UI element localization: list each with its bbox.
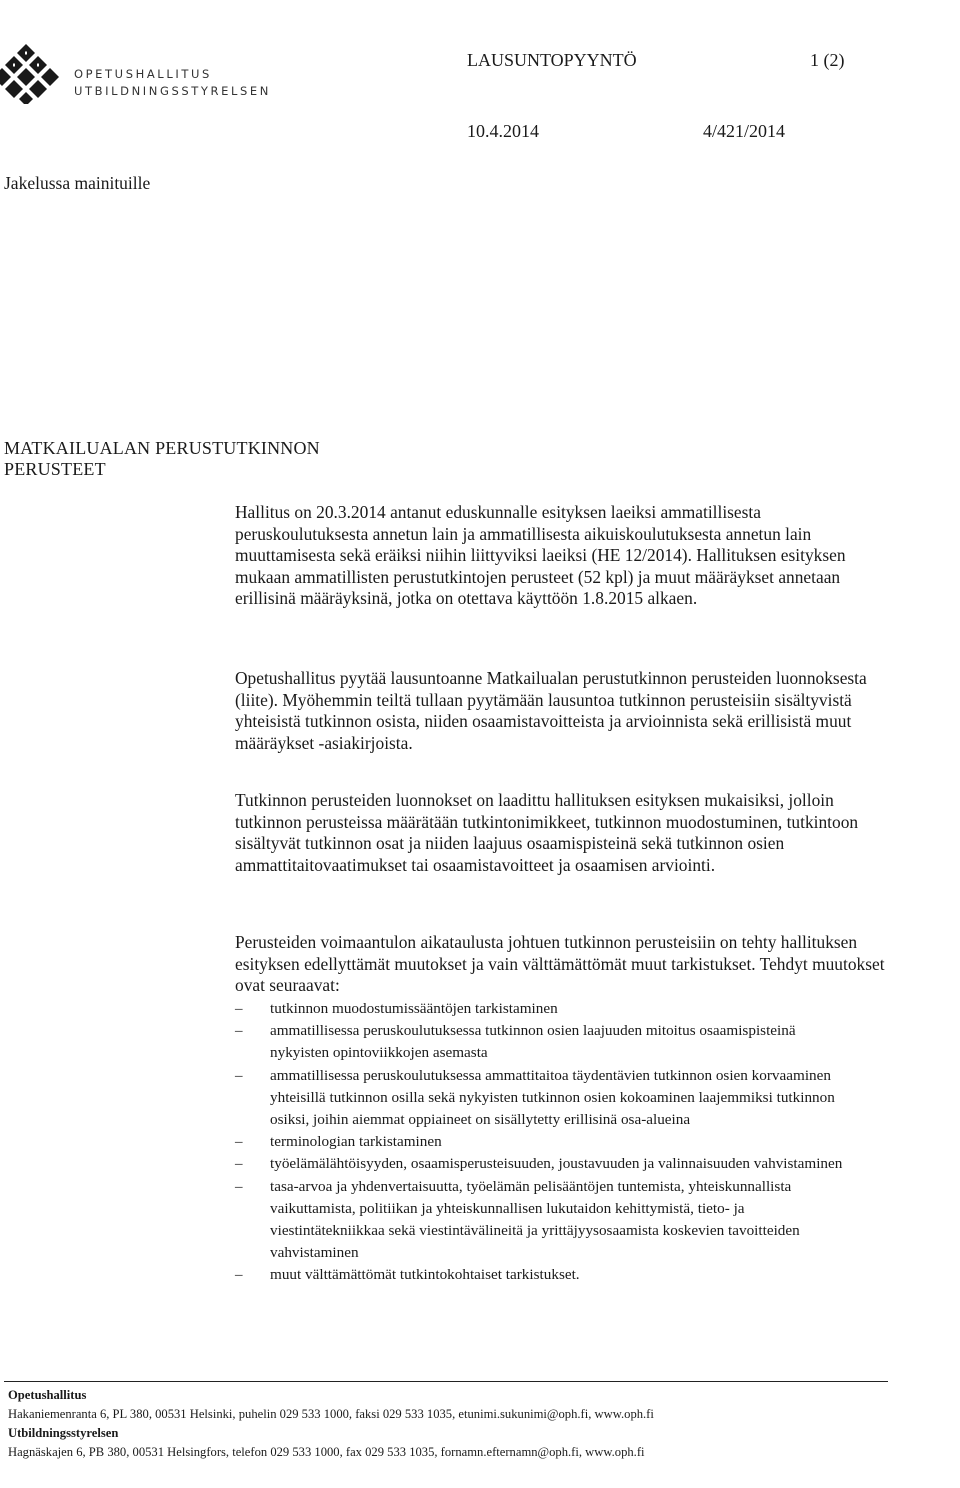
list-item: – terminologian tarkistaminen: [235, 1131, 855, 1153]
document-date: 10.4.2014: [467, 121, 539, 141]
paragraph-3: Tutkinnon perusteiden luonnokset on laadittu hallituksen esityksen mukaisiksi, jolloin tutkinnon perusteissa määrätään tutkintonimikkeet, tutkinnon muodostuminen, tutkintoon sisältyvät tutkinnon osat ja niiden laajuus osaamispisteinä sekä tutkinnon osien ammattitaitovaatimukset tai osaamistavoitteet ja osaamisen arviointi.: [235, 790, 859, 875]
footer-org-sv-address: Hagnäskajen 6, PB 380, 00531 Helsingfors, telefon 029 533 1000, fax 029 533 1035, fornamn.efternamn@oph.fi, www.oph.fi: [8, 1445, 645, 1459]
subject-line-2: PERUSTEET: [4, 459, 106, 479]
subject-title: [4, 438, 320, 480]
footer-org-fi-address: Hakaniemenranta 6, PL 380, 00531 Helsinki, puhelin 029 533 1000, faksi 029 533 1035, etunimi.sukunimi@oph.fi, www.oph.fi: [8, 1407, 654, 1421]
organization-name-sv: UTBILDNINGSSTYRELSEN: [74, 84, 271, 98]
list-item: – muut välttämättömät tutkintokohtaiset tarkistukset.: [235, 1264, 855, 1286]
organization-name-fi: OPETUSHALLITUS: [74, 67, 212, 81]
subject-line-1: MATKAILUALAN PERUSTUTKINNON: [4, 438, 320, 458]
footer: [8, 1386, 654, 1462]
document-type: LAUSUNTOPYYNTÖ: [467, 50, 637, 70]
page-number: 1 (2): [810, 50, 845, 70]
footer-org-fi-name: Opetushallitus: [8, 1388, 87, 1402]
list-item: – työelämälähtöisyyden, osaamisperusteisuuden, joustavuuden ja valinnaisuuden vahvistaminen: [235, 1153, 855, 1175]
changes-list: [235, 998, 855, 1287]
footer-divider: [4, 1381, 888, 1382]
paragraph-4: Perusteiden voimaantulon aikataulusta johtuen tutkinnon perusteisiin on tehty hallituksen esityksen edellyttämät muutokset ja vain välttämättömät muut tarkistukset. Tehdyt muutokset ovat seuraavat:: [235, 932, 885, 996]
footer-org-sv-name: Utbildningsstyrelsen: [8, 1426, 119, 1440]
diamond-grid-logo-icon: [0, 40, 64, 104]
list-item: – tasa-arvoa ja yhdenvertaisuutta, työelämän pelisääntöjen tuntemista, yhteiskunnallista vaikuttamista, politiikan ja yhteiskunnallisen lukutaidon kehittymistä, tieto- ja viestintätekniikkaa sekä viestintävälineitä ja yrittäjyysosaamista koskevien tavoitteiden vahvistaminen: [235, 1176, 855, 1265]
list-item: – tutkinnon muodostumissääntöjen tarkistaminen: [235, 998, 855, 1020]
recipient: Jakelussa mainituille: [4, 173, 151, 193]
paragraph-1: Hallitus on 20.3.2014 antanut eduskunnalle esityksen laeiksi ammatillisesta peruskoulutuksesta annetun lain ja ammatillisesta aikuiskoulutuksesta annetun lain muuttamisesta sekä eräiksi niihin liittyviksi laeiksi (HE 12/2014). Hallituksen esityksen mukaan ammatillisten perustutkintojen perusteet (52 kpl) ja muut määräykset annetaan erillisinä määräyksinä, jotka on otettava käyttöön 1.8.2015 alkaen.: [235, 502, 846, 609]
paragraph-2: Opetushallitus pyytää lausuntoanne Matkailualan perustutkinnon perusteiden luonnoksesta (liite). Myöhemmin teiltä tullaan pyytämään lausuntoa tutkinnon perusteisiin sisältyvistä yhteisistä tutkinnon osista, niiden osaamistavoitteista ja arvioinnista sekä erillisistä muut määräykset -asiakirjoista.: [235, 668, 867, 753]
reference-number: 4/421/2014: [703, 121, 786, 141]
list-item: – ammatillisessa peruskoulutuksessa tutkinnon osien laajuuden mitoitus osaamispisteinä nykyisten opintoviikkojen asemasta: [235, 1020, 855, 1064]
list-item: – ammatillisessa peruskoulutuksessa ammattitaitoa täydentävien tutkinnon osien korvaaminen yhteisillä tutkinnon osilla sekä nykyisten tutkinnon osien kokoaminen laajemmiksi tutkinnon osiksi, joihin aiemmat oppiaineet on sisällytetty erillisinä osa-alueina: [235, 1065, 855, 1132]
